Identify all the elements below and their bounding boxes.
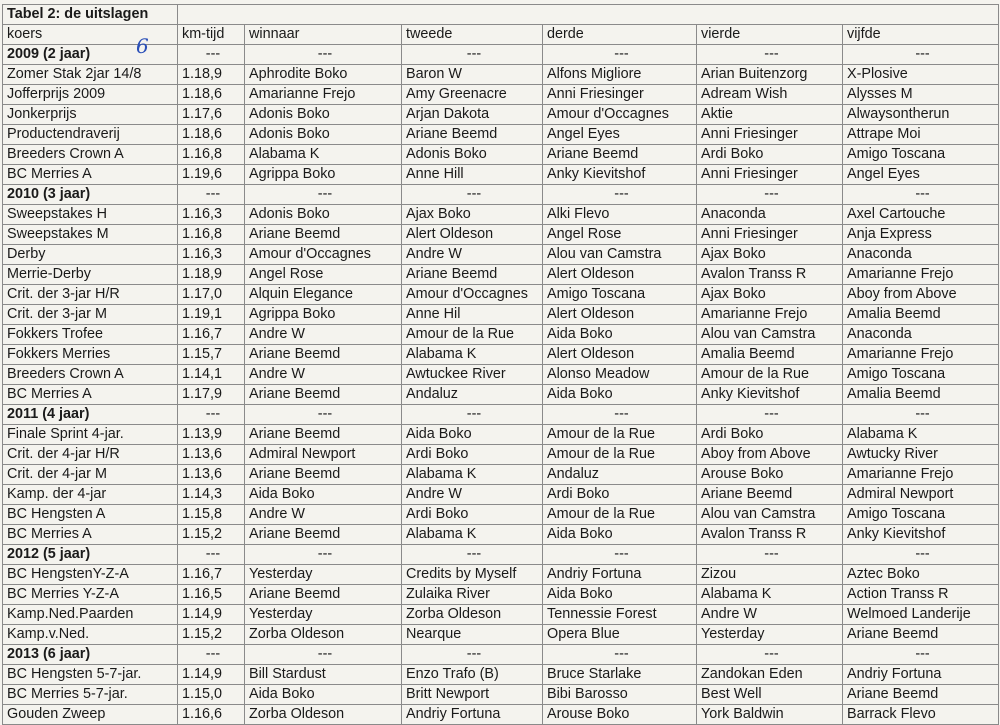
cell-derde: Alfons Migliore xyxy=(543,65,697,85)
table-row xyxy=(3,285,999,305)
cell-koers: Crit. der 3-jar H/R xyxy=(3,285,178,305)
cell-winnaar: Andre W xyxy=(245,325,402,345)
cell-km-tijd: 1.14,9 xyxy=(178,605,245,625)
cell-tweede: Amour d'Occagnes xyxy=(402,285,543,305)
cell-vijfde: Angel Eyes xyxy=(843,165,999,185)
section-label: 2009 (2 jaar) xyxy=(3,45,178,65)
section-filler: --- xyxy=(543,645,697,665)
section-filler: --- xyxy=(843,185,999,205)
cell-winnaar: Angel Rose xyxy=(245,265,402,285)
table-row xyxy=(3,565,999,585)
cell-km-tijd: 1.18,6 xyxy=(178,125,245,145)
section-label: 2010 (3 jaar) xyxy=(3,185,178,205)
cell-vierde: Amalia Beemd xyxy=(697,345,843,365)
cell-vierde: Best Well xyxy=(697,685,843,705)
table-row xyxy=(3,705,999,725)
cell-vijfde: X-Plosive xyxy=(843,65,999,85)
cell-km-tijd: 1.13,6 xyxy=(178,465,245,485)
section-filler: --- xyxy=(402,185,543,205)
cell-koers: Jonkerprijs xyxy=(3,105,178,125)
cell-vierde: Arouse Boko xyxy=(697,465,843,485)
cell-km-tijd: 1.17,0 xyxy=(178,285,245,305)
cell-tweede: Credits by Myself xyxy=(402,565,543,585)
cell-vijfde: Amigo Toscana xyxy=(843,505,999,525)
cell-vijfde: Amarianne Frejo xyxy=(843,265,999,285)
cell-koers: Derby xyxy=(3,245,178,265)
cell-tweede: Alabama K xyxy=(402,345,543,365)
cell-koers: Merrie-Derby xyxy=(3,265,178,285)
table-row xyxy=(3,205,999,225)
cell-koers: BC Merries A xyxy=(3,525,178,545)
cell-vierde: Ariane Beemd xyxy=(697,485,843,505)
cell-derde: Aida Boko xyxy=(543,385,697,405)
section-filler: --- xyxy=(697,645,843,665)
section-filler: --- xyxy=(178,405,245,425)
cell-vijfde: Alwaysontherun xyxy=(843,105,999,125)
section-filler: --- xyxy=(543,545,697,565)
section-filler: --- xyxy=(543,405,697,425)
cell-tweede: Zulaika River xyxy=(402,585,543,605)
cell-vijfde: Amigo Toscana xyxy=(843,365,999,385)
cell-tweede: Ajax Boko xyxy=(402,205,543,225)
cell-vijfde: Ariane Beemd xyxy=(843,625,999,645)
cell-km-tijd: 1.18,9 xyxy=(178,265,245,285)
cell-vierde: Alabama K xyxy=(697,585,843,605)
cell-koers: Gouden Zweep xyxy=(3,705,178,725)
cell-km-tijd: 1.16,3 xyxy=(178,245,245,265)
cell-vijfde: Amalia Beemd xyxy=(843,385,999,405)
cell-vierde: Zandokan Eden xyxy=(697,665,843,685)
cell-winnaar: Ariane Beemd xyxy=(245,385,402,405)
cell-km-tijd: 1.13,6 xyxy=(178,445,245,465)
cell-derde: Arouse Boko xyxy=(543,705,697,725)
table-row xyxy=(3,365,999,385)
section-filler: --- xyxy=(843,645,999,665)
table-row xyxy=(3,165,999,185)
cell-vierde: York Baldwin xyxy=(697,705,843,725)
cell-koers: Finale Sprint 4-jar. xyxy=(3,425,178,445)
cell-km-tijd: 1.18,9 xyxy=(178,65,245,85)
cell-koers: Fokkers Trofee xyxy=(3,325,178,345)
section-filler: --- xyxy=(402,545,543,565)
cell-koers: BC HengstenY-Z-A xyxy=(3,565,178,585)
cell-koers: Kamp.v.Ned. xyxy=(3,625,178,645)
cell-vierde: Ajax Boko xyxy=(697,245,843,265)
cell-derde: Amour de la Rue xyxy=(543,425,697,445)
section-label: 2012 (5 jaar) xyxy=(3,545,178,565)
cell-winnaar: Alquin Elegance xyxy=(245,285,402,305)
section-filler: --- xyxy=(697,185,843,205)
table-row xyxy=(3,665,999,685)
cell-derde: Opera Blue xyxy=(543,625,697,645)
cell-vierde: Zizou xyxy=(697,565,843,585)
cell-winnaar: Ariane Beemd xyxy=(245,425,402,445)
cell-vijfde: Action Transs R xyxy=(843,585,999,605)
cell-vijfde: Admiral Newport xyxy=(843,485,999,505)
cell-tweede: Ariane Beemd xyxy=(402,265,543,285)
cell-koers: Breeders Crown A xyxy=(3,145,178,165)
cell-tweede: Alabama K xyxy=(402,465,543,485)
cell-km-tijd: 1.15,0 xyxy=(178,685,245,705)
cell-winnaar: Adonis Boko xyxy=(245,105,402,125)
section-filler: --- xyxy=(697,45,843,65)
cell-winnaar: Ariane Beemd xyxy=(245,585,402,605)
cell-winnaar: Adonis Boko xyxy=(245,205,402,225)
table-row xyxy=(3,225,999,245)
cell-koers: Fokkers Merries xyxy=(3,345,178,365)
cell-koers: Sweepstakes M xyxy=(3,225,178,245)
cell-vierde: Ajax Boko xyxy=(697,285,843,305)
cell-winnaar: Ariane Beemd xyxy=(245,345,402,365)
table-row xyxy=(3,585,999,605)
table-row xyxy=(3,245,999,265)
cell-derde: Aida Boko xyxy=(543,525,697,545)
section-filler: --- xyxy=(178,545,245,565)
cell-derde: Angel Rose xyxy=(543,225,697,245)
cell-tweede: Britt Newport xyxy=(402,685,543,705)
cell-tweede: Alabama K xyxy=(402,525,543,545)
cell-km-tijd: 1.19,6 xyxy=(178,165,245,185)
cell-tweede: Andriy Fortuna xyxy=(402,705,543,725)
cell-derde: Alert Oldeson xyxy=(543,305,697,325)
cell-km-tijd: 1.16,7 xyxy=(178,565,245,585)
cell-derde: Andaluz xyxy=(543,465,697,485)
table-row xyxy=(3,345,999,365)
cell-koers: Sweepstakes H xyxy=(3,205,178,225)
cell-winnaar: Adonis Boko xyxy=(245,125,402,145)
cell-koers: BC Merries A xyxy=(3,165,178,185)
cell-winnaar: Amour d'Occagnes xyxy=(245,245,402,265)
table-title: Tabel 2: de uitslagen xyxy=(3,5,178,25)
section-filler: --- xyxy=(402,645,543,665)
section-filler: --- xyxy=(543,45,697,65)
cell-km-tijd: 1.16,3 xyxy=(178,205,245,225)
cell-koers: Crit. der 3-jar M xyxy=(3,305,178,325)
table-row xyxy=(3,465,999,485)
table-row xyxy=(3,385,999,405)
cell-vijfde: Ariane Beemd xyxy=(843,685,999,705)
section-row xyxy=(3,645,999,665)
cell-derde: Alert Oldeson xyxy=(543,265,697,285)
cell-vijfde: Anja Express xyxy=(843,225,999,245)
cell-tweede: Zorba Oldeson xyxy=(402,605,543,625)
cell-koers: BC Merries Y-Z-A xyxy=(3,585,178,605)
cell-vijfde: Welmoed Landerije xyxy=(843,605,999,625)
cell-koers: Jofferprijs 2009 xyxy=(3,85,178,105)
cell-derde: Alert Oldeson xyxy=(543,345,697,365)
cell-derde: Anni Friesinger xyxy=(543,85,697,105)
title-row xyxy=(3,5,999,25)
cell-km-tijd: 1.15,2 xyxy=(178,625,245,645)
cell-winnaar: Yesterday xyxy=(245,565,402,585)
cell-km-tijd: 1.13,9 xyxy=(178,425,245,445)
cell-winnaar: Andre W xyxy=(245,505,402,525)
cell-derde: Amour de la Rue xyxy=(543,445,697,465)
cell-tweede: Andre W xyxy=(402,485,543,505)
cell-winnaar: Agrippa Boko xyxy=(245,305,402,325)
section-row xyxy=(3,405,999,425)
section-label: 2013 (6 jaar) xyxy=(3,645,178,665)
cell-koers: Productendraverij xyxy=(3,125,178,145)
section-filler: --- xyxy=(697,405,843,425)
cell-km-tijd: 1.14,9 xyxy=(178,665,245,685)
cell-winnaar: Ariane Beemd xyxy=(245,465,402,485)
cell-vijfde: Andriy Fortuna xyxy=(843,665,999,685)
cell-derde: Ardi Boko xyxy=(543,485,697,505)
section-filler: --- xyxy=(697,545,843,565)
table-row xyxy=(3,445,999,465)
cell-derde: Aida Boko xyxy=(543,585,697,605)
cell-km-tijd: 1.15,2 xyxy=(178,525,245,545)
section-filler: --- xyxy=(245,45,402,65)
cell-koers: BC Merries A xyxy=(3,385,178,405)
cell-winnaar: Zorba Oldeson xyxy=(245,625,402,645)
results-table xyxy=(2,4,999,725)
cell-km-tijd: 1.16,8 xyxy=(178,225,245,245)
cell-km-tijd: 1.14,1 xyxy=(178,365,245,385)
cell-km-tijd: 1.16,7 xyxy=(178,325,245,345)
section-label: 2011 (4 jaar) xyxy=(3,405,178,425)
section-filler: --- xyxy=(245,185,402,205)
cell-vierde: Avalon Transs R xyxy=(697,525,843,545)
cell-koers: Kamp.Ned.Paarden xyxy=(3,605,178,625)
cell-tweede: Amour de la Rue xyxy=(402,325,543,345)
cell-winnaar: Aida Boko xyxy=(245,685,402,705)
section-filler: --- xyxy=(245,405,402,425)
cell-tweede: Anne Hill xyxy=(402,165,543,185)
cell-koers: Breeders Crown A xyxy=(3,365,178,385)
cell-winnaar: Alabama K xyxy=(245,145,402,165)
cell-km-tijd: 1.18,6 xyxy=(178,85,245,105)
cell-winnaar: Zorba Oldeson xyxy=(245,705,402,725)
cell-koers: Kamp. der 4-jar xyxy=(3,485,178,505)
cell-derde: Alonso Meadow xyxy=(543,365,697,385)
cell-vijfde: Alabama K xyxy=(843,425,999,445)
table-row xyxy=(3,125,999,145)
cell-vijfde: Anky Kievitshof xyxy=(843,525,999,545)
cell-winnaar: Ariane Beemd xyxy=(245,225,402,245)
cell-winnaar: Admiral Newport xyxy=(245,445,402,465)
section-filler: --- xyxy=(178,185,245,205)
cell-vijfde: Anaconda xyxy=(843,245,999,265)
cell-vierde: Anaconda xyxy=(697,205,843,225)
table-row xyxy=(3,625,999,645)
cell-winnaar: Yesterday xyxy=(245,605,402,625)
table-row xyxy=(3,525,999,545)
cell-tweede: Alert Oldeson xyxy=(402,225,543,245)
cell-derde: Amour de la Rue xyxy=(543,505,697,525)
cell-km-tijd: 1.17,6 xyxy=(178,105,245,125)
cell-vijfde: Barrack Flevo xyxy=(843,705,999,725)
table-body xyxy=(3,5,999,725)
cell-km-tijd: 1.14,3 xyxy=(178,485,245,505)
cell-vierde: Adream Wish xyxy=(697,85,843,105)
cell-derde: Angel Eyes xyxy=(543,125,697,145)
cell-km-tijd: 1.16,5 xyxy=(178,585,245,605)
cell-vijfde: Aztec Boko xyxy=(843,565,999,585)
cell-vijfde: Amarianne Frejo xyxy=(843,465,999,485)
table-row xyxy=(3,505,999,525)
cell-vierde: Anky Kievitshof xyxy=(697,385,843,405)
section-filler: --- xyxy=(843,405,999,425)
cell-winnaar: Amarianne Frejo xyxy=(245,85,402,105)
cell-vierde: Aboy from Above xyxy=(697,445,843,465)
cell-km-tijd: 1.16,6 xyxy=(178,705,245,725)
title-row-blank xyxy=(178,5,999,25)
section-row xyxy=(3,45,999,65)
section-filler: --- xyxy=(402,45,543,65)
table-row xyxy=(3,685,999,705)
cell-derde: Alki Flevo xyxy=(543,205,697,225)
cell-winnaar: Andre W xyxy=(245,365,402,385)
cell-tweede: Ardi Boko xyxy=(402,505,543,525)
cell-vierde: Arian Buitenzorg xyxy=(697,65,843,85)
cell-tweede: Amy Greenacre xyxy=(402,85,543,105)
cell-vijfde: Amarianne Frejo xyxy=(843,345,999,365)
cell-vierde: Andre W xyxy=(697,605,843,625)
cell-vijfde: Attrape Moi xyxy=(843,125,999,145)
cell-vijfde: Awtucky River xyxy=(843,445,999,465)
table-row xyxy=(3,145,999,165)
cell-vierde: Anni Friesinger xyxy=(697,165,843,185)
cell-tweede: Awtuckee River xyxy=(402,365,543,385)
section-filler: --- xyxy=(245,645,402,665)
cell-vierde: Avalon Transs R xyxy=(697,265,843,285)
cell-winnaar: Ariane Beemd xyxy=(245,525,402,545)
cell-derde: Amigo Toscana xyxy=(543,285,697,305)
cell-tweede: Ariane Beemd xyxy=(402,125,543,145)
cell-vierde: Anni Friesinger xyxy=(697,125,843,145)
cell-km-tijd: 1.17,9 xyxy=(178,385,245,405)
cell-tweede: Andaluz xyxy=(402,385,543,405)
cell-tweede: Aida Boko xyxy=(402,425,543,445)
table-row xyxy=(3,265,999,285)
cell-vierde: Alou van Camstra xyxy=(697,325,843,345)
cell-tweede: Nearque xyxy=(402,625,543,645)
header-vijfde: vijfde xyxy=(843,25,999,45)
header-row xyxy=(3,25,999,45)
section-filler: --- xyxy=(245,545,402,565)
section-filler: --- xyxy=(843,545,999,565)
cell-vierde: Anni Friesinger xyxy=(697,225,843,245)
section-filler: --- xyxy=(402,405,543,425)
header-km-tijd: km-tijd xyxy=(178,25,245,45)
cell-winnaar: Aphrodite Boko xyxy=(245,65,402,85)
cell-tweede: Enzo Trafo (B) xyxy=(402,665,543,685)
cell-vierde: Aktie xyxy=(697,105,843,125)
section-filler: --- xyxy=(843,45,999,65)
cell-vierde: Amour de la Rue xyxy=(697,365,843,385)
cell-derde: Anky Kievitshof xyxy=(543,165,697,185)
handwritten-note: 6 xyxy=(136,34,149,58)
cell-vijfde: Anaconda xyxy=(843,325,999,345)
cell-koers: BC Merries 5-7-jar. xyxy=(3,685,178,705)
cell-tweede: Anne Hil xyxy=(402,305,543,325)
cell-winnaar: Bill Stardust xyxy=(245,665,402,685)
header-derde: derde xyxy=(543,25,697,45)
cell-derde: Amour d'Occagnes xyxy=(543,105,697,125)
cell-derde: Bruce Starlake xyxy=(543,665,697,685)
header-vierde: vierde xyxy=(697,25,843,45)
cell-winnaar: Aida Boko xyxy=(245,485,402,505)
cell-derde: Alou van Camstra xyxy=(543,245,697,265)
cell-derde: Andriy Fortuna xyxy=(543,565,697,585)
cell-koers: Crit. der 4-jar H/R xyxy=(3,445,178,465)
cell-vierde: Yesterday xyxy=(697,625,843,645)
cell-km-tijd: 1.15,8 xyxy=(178,505,245,525)
cell-tweede: Baron W xyxy=(402,65,543,85)
cell-tweede: Adonis Boko xyxy=(402,145,543,165)
cell-vierde: Alou van Camstra xyxy=(697,505,843,525)
section-row xyxy=(3,545,999,565)
table-row xyxy=(3,485,999,505)
cell-tweede: Ardi Boko xyxy=(402,445,543,465)
table-row xyxy=(3,425,999,445)
cell-vierde: Ardi Boko xyxy=(697,425,843,445)
table-row xyxy=(3,65,999,85)
cell-derde: Bibi Barosso xyxy=(543,685,697,705)
table-row xyxy=(3,85,999,105)
cell-derde: Ariane Beemd xyxy=(543,145,697,165)
cell-vijfde: Amigo Toscana xyxy=(843,145,999,165)
section-filler: --- xyxy=(543,185,697,205)
table-row xyxy=(3,325,999,345)
cell-koers: Zomer Stak 2jar 14/8 xyxy=(3,65,178,85)
cell-km-tijd: 1.15,7 xyxy=(178,345,245,365)
cell-vijfde: Amalia Beemd xyxy=(843,305,999,325)
table-row xyxy=(3,105,999,125)
section-filler: --- xyxy=(178,645,245,665)
table-row xyxy=(3,305,999,325)
cell-derde: Aida Boko xyxy=(543,325,697,345)
cell-vierde: Amarianne Frejo xyxy=(697,305,843,325)
cell-vierde: Ardi Boko xyxy=(697,145,843,165)
cell-koers: BC Hengsten 5-7-jar. xyxy=(3,665,178,685)
header-tweede: tweede xyxy=(402,25,543,45)
header-winnaar: winnaar xyxy=(245,25,402,45)
header-koers: koers xyxy=(3,25,178,45)
cell-km-tijd: 1.19,1 xyxy=(178,305,245,325)
section-row xyxy=(3,185,999,205)
cell-winnaar: Agrippa Boko xyxy=(245,165,402,185)
cell-tweede: Arjan Dakota xyxy=(402,105,543,125)
cell-vijfde: Alysses M xyxy=(843,85,999,105)
cell-vijfde: Aboy from Above xyxy=(843,285,999,305)
cell-vijfde: Axel Cartouche xyxy=(843,205,999,225)
section-filler: --- xyxy=(178,45,245,65)
cell-koers: BC Hengsten A xyxy=(3,505,178,525)
table-row xyxy=(3,605,999,625)
cell-km-tijd: 1.16,8 xyxy=(178,145,245,165)
cell-derde: Tennessie Forest xyxy=(543,605,697,625)
cell-tweede: Andre W xyxy=(402,245,543,265)
cell-koers: Crit. der 4-jar M xyxy=(3,465,178,485)
